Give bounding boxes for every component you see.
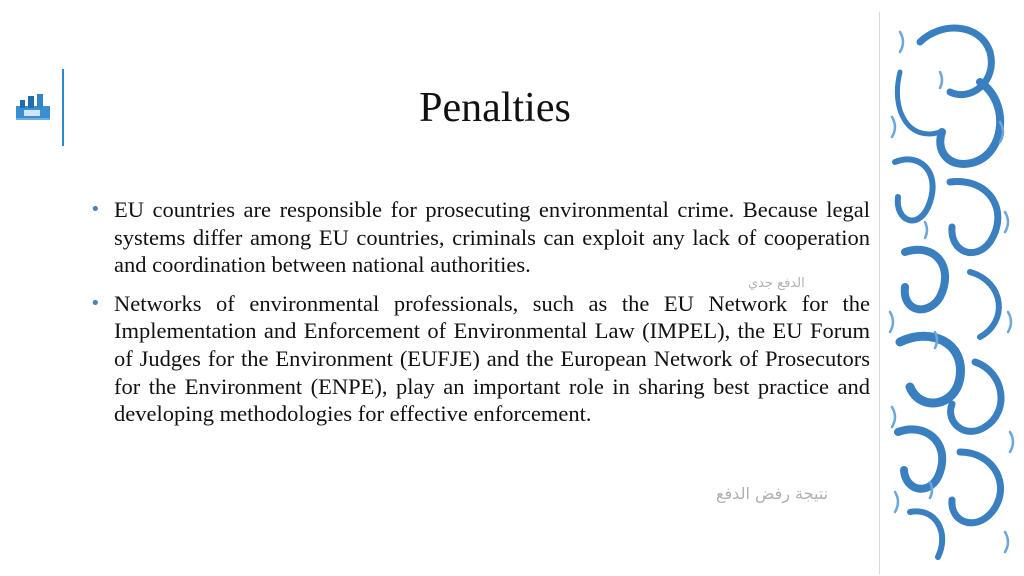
slide-title: Penalties [419,85,571,131]
bullet-item [88,290,870,428]
bullet-icon: • [90,292,101,314]
arabic-calligraphy-decoration [879,12,1022,574]
bullet-icon: • [90,199,101,220]
bullet-text: Networks of environmental professionals, such as the EU Network for the Implementation and Enforcement of Environmental Law (IMPEL), the EU Forum of Judges for the Environment (EUFJE) and the European Network of Prosecutors for the Environment (ENPE), play an important role in sharing best practice and developing methodologies for effective enforcement. [114,290,870,427]
faint-note: الدفع جدي [748,276,805,291]
bullet-item [88,196,870,279]
slide-body [88,196,870,439]
bullet-text: EU countries are responsible for prosecuting environmental crime. Because legal systems differ among EU countries, criminals can exploit any lack of cooperation and coordination between national authorities. [114,197,870,278]
logo-divider [62,69,64,146]
eu-logo [14,92,54,124]
faint-note: نتيجة رفض الدفع [716,484,829,503]
